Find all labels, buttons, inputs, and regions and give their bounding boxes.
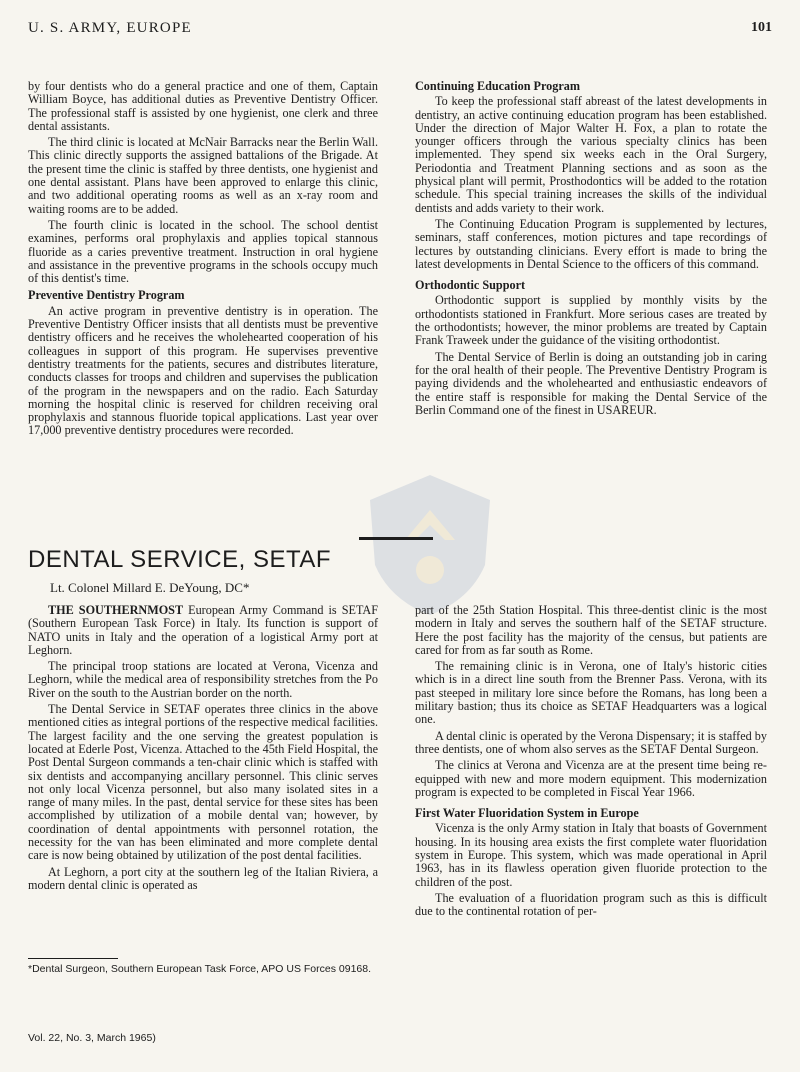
paragraph: Orthodontic support is supplied by monthly visits by the orthodontists stationed in Frankfurt. More serious cases are treated by the orthodontists; however, the minor problems are treated by Captain Frank Traweek under the guidance of the visiting orthodontist. xyxy=(415,293,767,348)
subheading-fluoridation: First Water Fluoridation System in Europe xyxy=(415,806,639,821)
section-title: DENTAL SERVICE, SETAF xyxy=(28,546,332,573)
subheading-continuing-education: Continuing Education Program xyxy=(415,79,581,93)
paragraph: The clinics at Verona and Vicenza are at the present time being re-equipped with new and more modern equipment. This modernization program is expected to be completed in Fiscal Year 1966. xyxy=(415,758,767,799)
subheading-orthodontic-support: Orthodontic Support xyxy=(415,278,526,293)
author-byline: Lt. Colonel Millard E. DeYoung, DC* xyxy=(50,580,250,595)
paragraph: At Leghorn, a port city at the southern leg of the Italian Riviera, a modern dental clinic is operated as xyxy=(28,864,378,892)
column-top-right xyxy=(415,80,767,420)
lead-text: European Army Command is SETAF (Southern European Task Force) in Italy. Its function is support of NATO units in Italy and the operation of a logistical Army port at Leghorn. xyxy=(28,603,379,657)
paragraph: A dental clinic is operated by the Verona Dispensary; it is staffed by three dentists, one of whom also serves as the SETAF Dental Surgeon. xyxy=(415,728,767,756)
paragraph: The remaining clinic is in Verona, one of Italy's historic cities which is in a direct line south from the Brenner Pass. Verona, with its past steeped in military lore since before the Romans, has long been a military bastion; thus its choice as SETAF Headquarters was a logical one. xyxy=(415,659,767,727)
lead-caps: THE SOUTHERNMOST xyxy=(48,603,184,617)
paragraph: The third clinic is located at McNair Barracks near the Berlin Wall. This clinic directly supports the assigned battalions of the Brigade. At the present time the clinic is staffed by three dentists, one hygienist and one dental assistant. Plans have been approved to enlarge this clinic, and two additional operating rooms as well as an x-ray room and waiting rooms are to be added. xyxy=(28,135,378,216)
paragraph: Vicenza is the only Army station in Italy that boasts of Government housing. In its housing area exists the first complete water fluoridation system in Europe. This system, which was made operational in April 1963, has in its flawless operation given fluoride protection to the children of the post. xyxy=(415,821,767,889)
watermark-shield-icon xyxy=(360,470,500,620)
paragraph: The Dental Service of Berlin is doing an outstanding job in caring for the oral health of their people. The Preventive Dentistry Program is paying dividends and the wholehearted and enthusiastic endeavors of the entire staff is responsible for making the Dental Service of the Berlin Command one of the finest in USAREUR. xyxy=(415,349,767,417)
paragraph: The evaluation of a fluoridation program such as this is difficult due to the continental rotation of per- xyxy=(415,890,767,919)
paragraph xyxy=(28,604,378,657)
paragraph: To keep the professional staff abreast of the latest developments in dentistry, an active continuing education program has been established. Under the direction of Major Walter H. Fox, a plan to rotate the younger officers through the various specialty clinics has been implemented. They spend six weeks each in the Oral Surgery, Periodontia and Treatment Planning sections and as soon as the physical plant will permit, Prosthodontics will be added to the rotation schedule. This special training increases the skills of the individual dentists and adds variety to their work. xyxy=(415,94,767,215)
subheading-preventive-dentistry: Preventive Dentistry Program xyxy=(28,288,185,303)
running-head: U. S. ARMY, EUROPE xyxy=(28,20,192,36)
column-top-left xyxy=(28,80,378,441)
section-divider xyxy=(359,537,433,540)
page-number: 101 xyxy=(751,20,772,35)
footnote: *Dental Surgeon, Southern European Task Force, APO US Forces 09168. xyxy=(28,963,372,975)
paragraph: An active program in preventive dentistry is in operation. The Preventive Dentistry Officer insists that all dentists must be preventive dentistry officers and he receives the wholehearted cooperation of his colleagues in support of this program. He supervises preventive dentistry treatments for the patients, secures and distributes literature, conducts classes for troops and children and supervises the publication of the program in the newspapers and on the radio. Each Saturday morning the hospital clinic is reserved for children receiving oral prophylaxis and stannous fluoride topical applications. Last year over 17,000 preventive dentistry procedures were recorded. xyxy=(28,303,378,438)
paragraph: The principal troop stations are located at Verona, Vicenza and Leghorn, while the medical area of responsibility stretches from the Po River on the south to the Austrian border on the north. xyxy=(28,659,378,700)
paragraph: The fourth clinic is located in the school. The school dentist examines, performs oral prophylaxis and applies topical stannous fluoride as a caries preventive treatment. Instruction in oral hygiene and assistance in the preventive programs in the schools occupy much of this dentist's time. xyxy=(28,217,378,286)
paragraph: part of the 25th Station Hospital. This three-dentist clinic is the most modern in Italy and serves the southern half of the SETAF structure. Here the post facility has the majority of the census, but patients are cared for from as far south as Rome. xyxy=(415,603,767,657)
paragraph: The Dental Service in SETAF operates three clinics in the above mentioned cities as integral portions of the respective medical facilities. The largest facility and the one serving the greatest population is located at Ederle Post, Vicenza. Attached to the 45th Field Hospital, the Post Dental Surgeon commands a ten-chair clinic which is staffed with six dentists and accompanying ancillary personnel. This clinic serves not only local Vicenza personnel, but also many isolated sites in a range of many miles. In the past, dental service for these sites has been accomplished by utilization of a mobile dental van; however, by coordination of dental appointments with personnel rotation, the necessity for the van has been eliminated and more complete dental care is now being obtained by utilization of the post dental facilities. xyxy=(28,702,378,863)
column-bottom-left xyxy=(28,604,378,895)
column-bottom-right xyxy=(415,604,767,922)
paragraph: The Continuing Education Program is supplemented by lectures, seminars, staff conferences, motion pictures and tape recordings of lectures by outstanding clinicians. Every effort is made to bring the latest developments in Dental Science to the officers of this command. xyxy=(415,216,767,271)
paragraph: by four dentists who do a general practice and one of them, Captain William Boyce, has additional duties as Preventive Dentistry Officer. The professional staff is assisted by one hygienist, one clerk and three dental assistants. xyxy=(28,79,378,133)
footnote-rule xyxy=(28,958,118,959)
footer-citation: Vol. 22, No. 3, March 1965) xyxy=(28,1032,156,1044)
